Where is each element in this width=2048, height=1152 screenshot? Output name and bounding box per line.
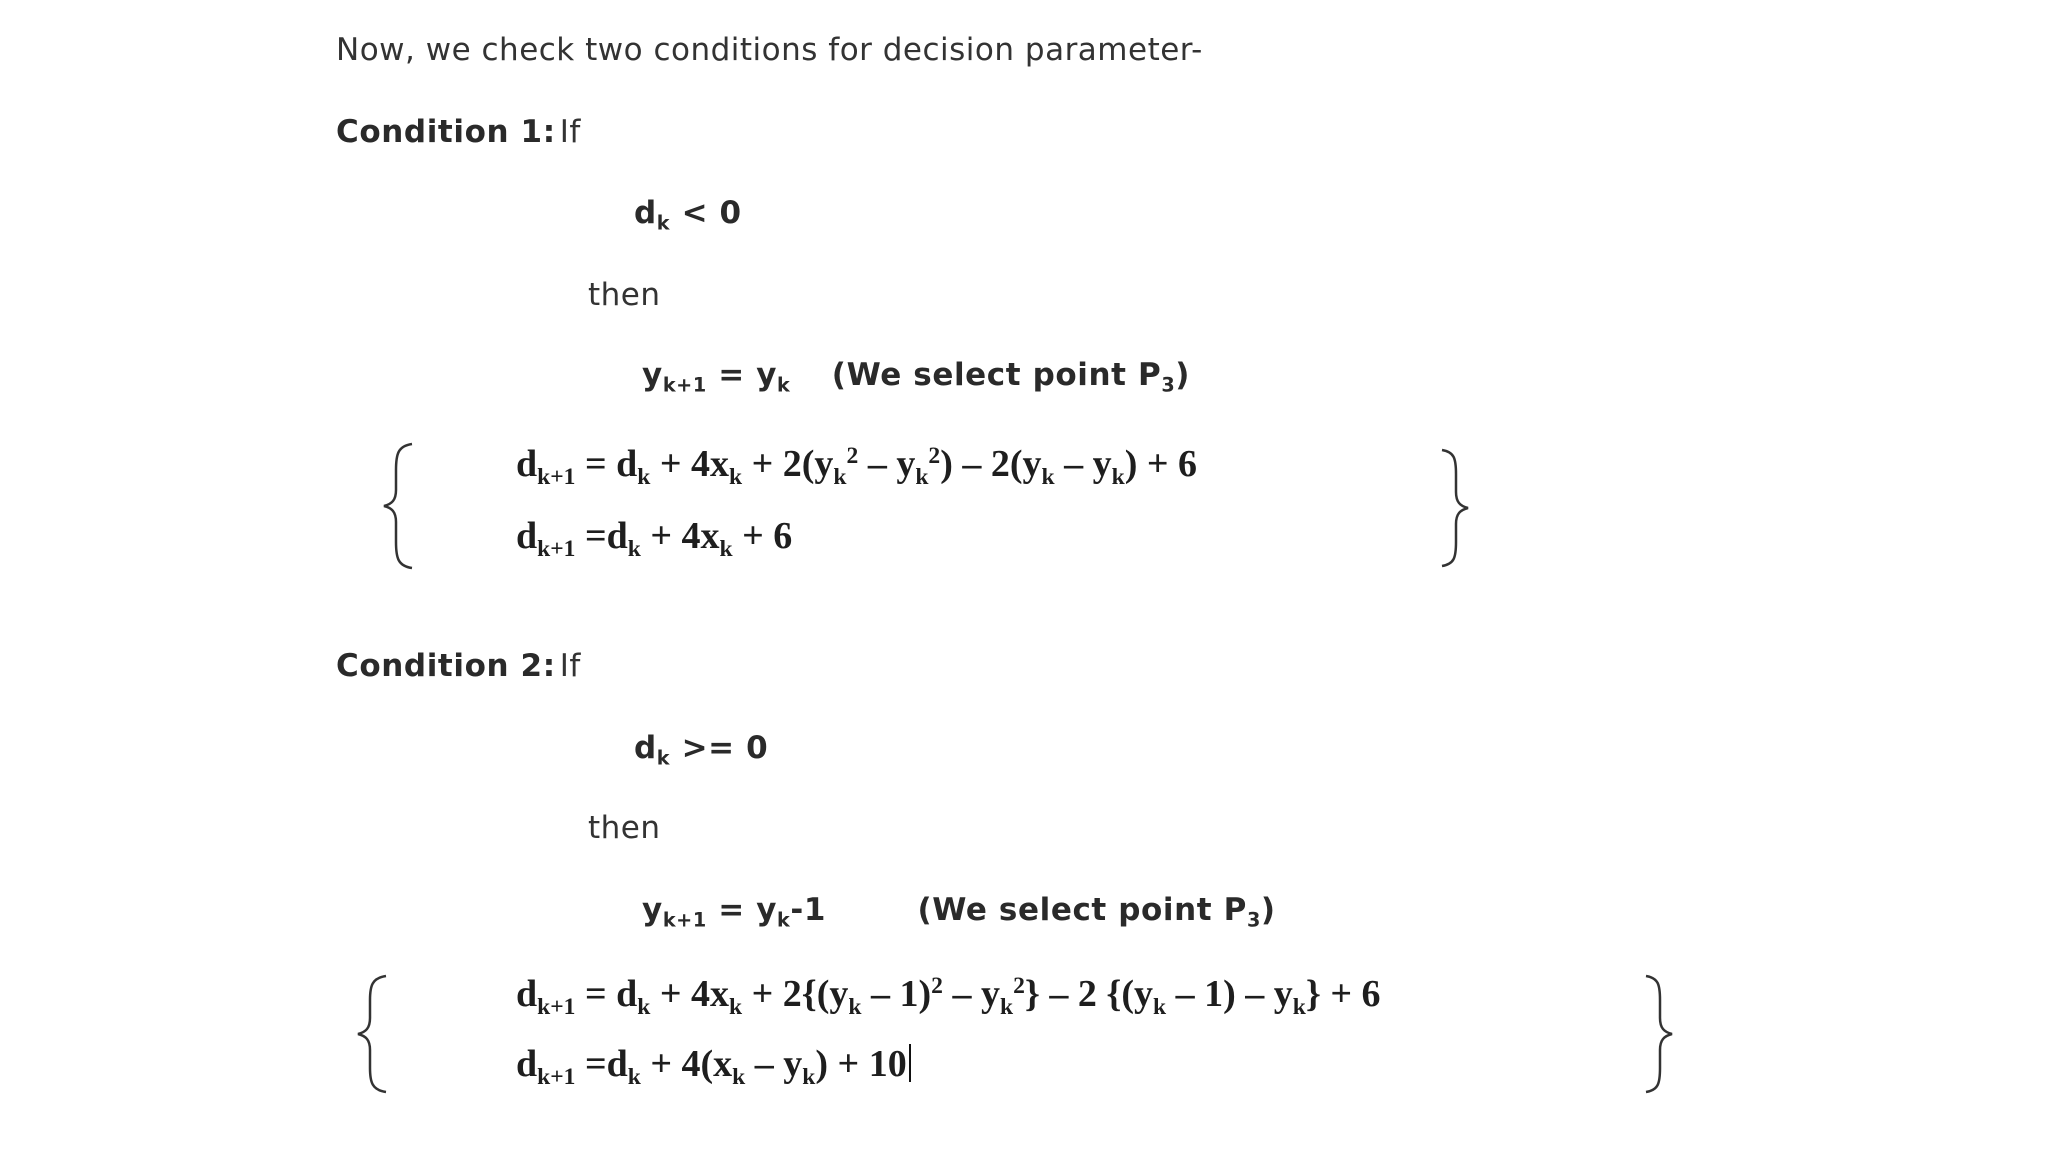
condition-2-then: then [588,810,661,846]
condition-1-note: (We select point $P_3$) [831,357,1191,397]
condition-1-test-op: < 0 [681,195,742,231]
left-brace-icon [352,972,392,1096]
left-brace-icon [378,440,418,572]
intro-text: Now, we check two conditions for decision parameter- [336,32,1203,68]
condition-2-heading [336,648,581,684]
condition-2-note: (We select point $P_3$) [917,892,1276,932]
condition-2-test-op: >= 0 [681,730,769,766]
condition-1-equation-1: $d_{k+1} = d_k + 4x_k + 2(y_k^2 - y_k^2) - 2(y_k - y_k) + 6$ [516,443,1198,491]
condition-2-y-update: $y_{k+1} = y_k-1$ (We select point $P_3$) [642,892,1276,932]
text-cursor [909,1044,911,1082]
right-brace-icon [1640,972,1680,1096]
condition-1-if: If [559,114,581,150]
condition-2-equation-1: $d_{k+1} = d_k + 4x_k + 2\{(y_k - 1)^2 - y_k^2\} - 2$ $\{(y_k - 1) - y_k\} + 6$ [516,973,1381,1021]
condition-1-heading [336,114,581,150]
right-brace-icon [1436,446,1476,570]
condition-2-test: $d_k >= 0$ [634,730,769,770]
condition-2-label: Condition 2: [336,648,556,684]
condition-2-equation-2: $d_{k+1} =d_k + 4(x_k - y_k) + 10$ [516,1042,911,1091]
condition-2-if: If [559,648,581,684]
condition-1-then: then [588,277,661,313]
condition-1-equation-2: $d_{k+1} =d_k + 4x_k + 6$ [516,515,793,563]
condition-1-y-update: $y_{k+1} = y_k$ (We select point $P_3$) [642,357,1191,397]
condition-1-test: $d_k < 0$ [634,195,742,235]
condition-1-label: Condition 1: [336,114,556,150]
